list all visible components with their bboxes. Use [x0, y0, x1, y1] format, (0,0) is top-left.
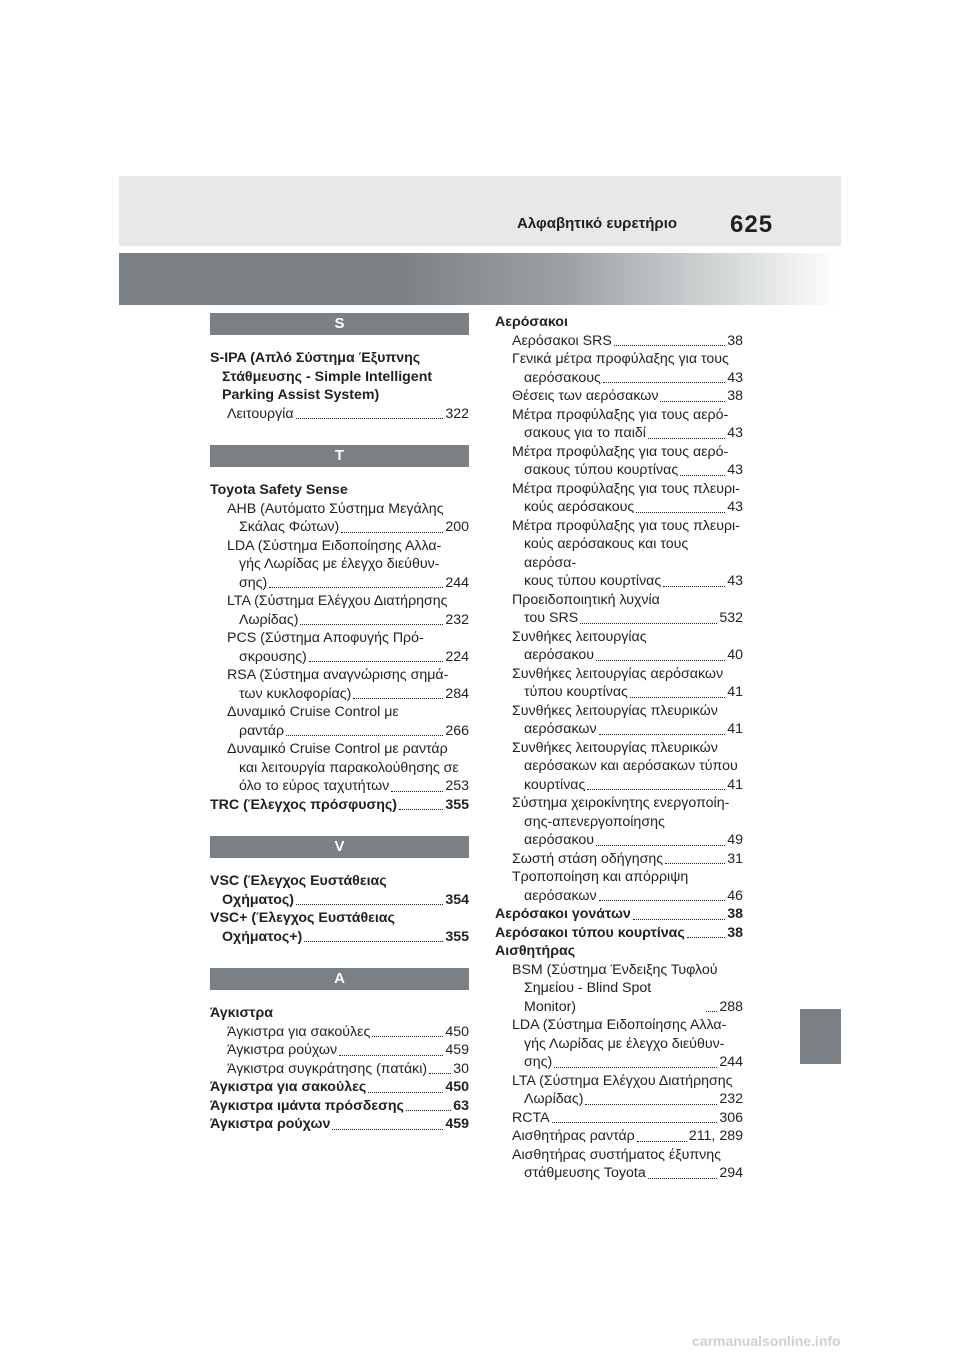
- index-entry: [210, 405, 469, 424]
- dot-leader: [630, 697, 725, 698]
- dot-leader: [599, 900, 726, 901]
- index-entry-text: RCTA: [512, 1109, 550, 1126]
- index-entry-text: Λωρίδας): [524, 1091, 584, 1107]
- index-entry-text: S-IPA (Απλό Σύστημα Έξυπνης: [210, 350, 421, 366]
- page-ref[interactable]: 224: [445, 648, 469, 665]
- index-entry-text: Άγκιστρα για σακούλες: [227, 1023, 371, 1040]
- index-entry: [495, 628, 743, 665]
- index-entry-text: Σωστή στάση οδήγησης: [512, 850, 664, 867]
- dot-leader: [554, 1067, 717, 1068]
- page-ref[interactable]: 532: [719, 610, 743, 626]
- dot-leader: [648, 438, 725, 439]
- index-entry: [210, 872, 469, 909]
- header-gradient-bar: [119, 253, 841, 305]
- index-entry: [210, 796, 469, 815]
- dot-leader: [429, 1073, 451, 1074]
- index-entry-text: Αισθητήρας συστήματος έξυπνης: [512, 1146, 721, 1163]
- index-entry-text: Συνθήκες λειτουργίας πλευρικών: [512, 702, 718, 719]
- index-entry: [210, 909, 469, 946]
- index-entry: [495, 868, 743, 905]
- page-ref[interactable]: 63: [453, 1097, 469, 1114]
- index-entry: [495, 517, 743, 591]
- letter-heading: Α: [210, 968, 469, 990]
- page-ref[interactable]: 266: [445, 722, 469, 739]
- index-entry-text: Λωρίδας): [239, 611, 299, 628]
- index-entry-text: BSM (Σύστημα Ένδειξης Τυφλού: [512, 961, 718, 978]
- index-entry-text: τύπου κουρτίνας: [524, 684, 628, 700]
- index-entry: [495, 350, 743, 387]
- index-entry-text: σης): [239, 574, 268, 591]
- index-entry-text: Σύστημα χειροκίνητης ενεργοποίη-: [512, 795, 730, 811]
- index-entry-text: κους τύπου κουρτίνας: [524, 573, 662, 589]
- index-entry-text: Άγκιστρα για σακούλες: [210, 1079, 367, 1095]
- page-ref[interactable]: 253: [445, 778, 469, 794]
- page-ref[interactable]: 41: [727, 776, 743, 793]
- index-entry-text: Άγκιστρα συγκράτησης (πατάκι): [227, 1060, 428, 1077]
- index-column-left: [210, 313, 469, 1134]
- dot-leader: [665, 863, 725, 864]
- index-entry-text: LDA (Σύστημα Ειδοποίησης Αλλα-: [512, 1017, 727, 1033]
- dot-leader: [663, 586, 725, 587]
- dot-leader: [296, 904, 443, 905]
- index-entry-text: Μέτρα προφύλαξης για τους πλευρι-: [512, 517, 740, 534]
- index-entry: [495, 702, 743, 739]
- page-ref[interactable]: 232: [719, 1091, 743, 1107]
- index-entry: [495, 942, 743, 961]
- index-entry-text: VSC (Έλεγχος Ευστάθειας: [210, 873, 387, 889]
- index-entry-text: Στάθμευσης - Simple Intelligent: [222, 368, 433, 385]
- index-entry-text: Τροποποίηση και απόρριψη: [512, 869, 689, 885]
- index-entry: [210, 1023, 469, 1042]
- page-ref[interactable]: 450: [445, 1079, 469, 1095]
- dot-leader: [286, 735, 443, 736]
- dot-leader: [587, 789, 725, 790]
- dot-leader: [406, 1110, 451, 1111]
- chapter-tab[interactable]: [800, 1009, 841, 1064]
- dot-leader: [633, 919, 725, 920]
- index-entry: [210, 629, 469, 666]
- index-entry-text: αερόσακου: [524, 647, 595, 663]
- index-entry-text: Συνθήκες λειτουργίας αερόσακων: [512, 665, 724, 682]
- dot-leader: [391, 791, 443, 792]
- index-entry-text: κουρτίνας: [524, 776, 586, 793]
- index-entry: [495, 924, 743, 943]
- page-ref[interactable]: 49: [727, 832, 743, 848]
- index-entry-text: AHB (Αυτόματο Σύστημα Μεγάλης: [227, 500, 444, 517]
- index-entry-text: Σημείου - Blind Spot Monitor): [524, 980, 652, 1015]
- dot-leader: [636, 512, 725, 513]
- index-entry-text: Αισθητήρας ραντάρ: [512, 1128, 635, 1144]
- page-ref[interactable]: 450: [445, 1023, 469, 1040]
- page-ref[interactable]: 43: [727, 462, 743, 478]
- dot-leader: [599, 734, 726, 735]
- page-ref[interactable]: 244: [445, 574, 469, 591]
- watermark: carmanualsonline.info: [692, 1333, 841, 1349]
- index-entry-text: του SRS: [524, 610, 579, 626]
- index-entry: [210, 1041, 469, 1060]
- dot-leader: [269, 587, 443, 588]
- page-ref[interactable]: 232: [445, 611, 469, 628]
- index-entry-text: σακους τύπου κουρτίνας: [524, 462, 679, 478]
- index-entry-text: σης-απενεργοποίησης: [524, 813, 665, 830]
- index-entry: [495, 443, 743, 480]
- index-entry-text: γής Λωρίδας με έλεγχο διεύθυν-: [239, 556, 440, 572]
- index-entry-text: Αερόσακοι τύπου κουρτίνας: [495, 924, 685, 941]
- index-entry-text: Parking Assist System): [222, 387, 380, 403]
- page-ref[interactable]: 41: [727, 684, 743, 700]
- dot-leader: [637, 1141, 687, 1142]
- index-entry-text: RSA (Σύστημα αναγνώρισης σημά-: [227, 667, 449, 683]
- page-ref[interactable]: 38: [727, 332, 743, 349]
- dot-leader: [596, 845, 725, 846]
- index-entry-text: στάθμευσης Toyota: [524, 1165, 646, 1181]
- index-entry-text: Θέσεις των αερόσακων: [512, 388, 659, 404]
- index-entry-text: Αισθητήρας: [495, 943, 576, 959]
- index-entry-text: αερόσακων: [524, 721, 597, 737]
- index-entry-text: LTA (Σύστημα Ελέγχου Διατήρησης: [512, 1072, 733, 1089]
- index-column-right: [495, 313, 743, 1183]
- page-ref[interactable]: 459: [445, 1116, 469, 1132]
- dot-leader: [332, 1129, 443, 1130]
- letter-heading: V: [210, 836, 469, 858]
- index-entry-text: Συνθήκες λειτουργίας πλευρικών: [512, 739, 718, 756]
- index-entry-text: Συνθήκες λειτουργίας: [512, 628, 647, 645]
- page-ref[interactable]: 306: [719, 1109, 743, 1126]
- page-ref[interactable]: 46: [727, 887, 743, 904]
- index-entry-text: Οχήματος+): [222, 928, 303, 945]
- dot-leader: [585, 1104, 717, 1105]
- page-number: 625: [730, 211, 774, 238]
- dot-leader: [296, 418, 444, 419]
- page-ref[interactable]: 355: [445, 796, 469, 813]
- index-entry-text: Μέτρα προφύλαξης για τους αερό-: [512, 443, 729, 460]
- index-entry: [495, 406, 743, 443]
- index-entry-text: ραντάρ: [239, 722, 285, 739]
- index-entry-text: LTA (Σύστημα Ελέγχου Διατήρησης: [227, 593, 448, 609]
- dot-leader: [372, 1036, 443, 1037]
- index-entry-text: Αερόσακοι γονάτων: [495, 906, 631, 922]
- page-ref[interactable]: 211, 289: [688, 1128, 743, 1144]
- index-entry-text: Σκάλας Φώτων): [239, 519, 340, 535]
- index-entry-text: Toyota Safety Sense: [210, 482, 348, 498]
- page-ref[interactable]: 43: [727, 573, 743, 589]
- page-ref[interactable]: 43: [727, 499, 743, 515]
- index-entry: [210, 592, 469, 629]
- index-entry: [495, 850, 743, 869]
- index-entry-text: Γενικά μέτρα προφύλαξης για τους: [512, 351, 729, 367]
- index-entry: [495, 332, 743, 351]
- index-entry: [495, 591, 743, 628]
- index-entry: [495, 665, 743, 702]
- index-entry: [495, 961, 743, 1017]
- index-entry-text: Οχήματος): [222, 891, 294, 908]
- dot-leader: [603, 382, 725, 383]
- index-entry-text: Αερόσακοι: [495, 314, 568, 330]
- index-entry: [495, 1127, 743, 1146]
- index-entry-text: αερόσακων: [524, 887, 597, 904]
- index-entry-text: αερόσακους: [524, 369, 601, 386]
- dot-leader: [399, 809, 443, 810]
- letter-heading: S: [210, 313, 469, 335]
- index-entry-text: Λειτουργία: [227, 405, 294, 422]
- index-entry: [495, 1072, 743, 1109]
- index-entry: [210, 740, 469, 796]
- dot-leader: [680, 475, 725, 476]
- page-ref[interactable]: 31: [727, 850, 743, 867]
- page-ref[interactable]: 294: [719, 1165, 743, 1181]
- dot-leader: [660, 401, 725, 402]
- index-entry: [210, 1078, 469, 1097]
- index-entry-text: Μέτρα προφύλαξης για τους αερό-: [512, 406, 729, 423]
- index-entry-text: αερόσακων και αερόσακων τύπου: [524, 758, 738, 774]
- index-entry: [210, 666, 469, 703]
- section-title: Αλφαβητικό ευρετήριο: [517, 215, 678, 232]
- index-entry: [210, 1115, 469, 1134]
- page-ref[interactable]: 284: [445, 685, 469, 702]
- page-ref[interactable]: 244: [719, 1054, 743, 1070]
- page-ref[interactable]: 30: [453, 1060, 469, 1077]
- page-ref[interactable]: 355: [445, 928, 469, 945]
- dot-leader: [339, 1055, 443, 1056]
- index-entry-text: Άγκιστρα ρούχων: [227, 1042, 338, 1058]
- page-ref[interactable]: 38: [727, 388, 743, 404]
- index-entry: [495, 739, 743, 795]
- index-entry-text: αερόσακου: [524, 832, 595, 848]
- index-entry-text: Άγκιστρα ρούχων: [210, 1116, 331, 1132]
- page-ref[interactable]: 43: [727, 369, 743, 386]
- index-entry: [495, 387, 743, 406]
- dot-leader: [304, 941, 443, 942]
- dot-leader: [614, 345, 725, 346]
- dot-leader: [341, 532, 443, 533]
- index-entry-text: Αερόσακοι SRS: [512, 332, 612, 349]
- index-entry-text: σης): [524, 1054, 553, 1070]
- page-ref[interactable]: 322: [445, 405, 469, 422]
- index-entry-text: Δυναμικό Cruise Control με: [227, 704, 399, 720]
- dot-leader: [687, 937, 725, 938]
- dot-leader: [706, 1011, 718, 1012]
- page-ref[interactable]: 459: [445, 1042, 469, 1058]
- index-entry: [210, 349, 469, 405]
- index-entry: [495, 313, 743, 332]
- index-entry: [210, 500, 469, 537]
- index-entry-text: και λειτουργία παρακολούθησης σε: [239, 759, 459, 776]
- index-entry-text: Άγκιστρα: [210, 1005, 273, 1021]
- index-entry: [210, 1060, 469, 1079]
- dot-leader: [300, 624, 443, 625]
- index-entry-text: Άγκιστρα ιμάντα πρόσδεσης: [210, 1097, 404, 1114]
- index-entry-text: γής Λωρίδας με έλεγχο διεύθυν-: [524, 1035, 725, 1052]
- dot-leader: [353, 698, 443, 699]
- page-ref[interactable]: 288: [719, 998, 743, 1015]
- index-entry: [495, 905, 743, 924]
- index-entry: [210, 537, 469, 593]
- page-ref[interactable]: 43: [727, 425, 743, 441]
- index-entry-text: VSC+ (Έλεγχος Ευστάθειας: [210, 910, 395, 926]
- index-entry-text: όλο το εύρος ταχυτήτων: [239, 778, 390, 794]
- dot-leader: [309, 661, 444, 662]
- index-entry-text: κούς αερόσακους και τους αερόσα-: [524, 536, 689, 571]
- index-entry-text: σκρουσης): [239, 648, 307, 665]
- page-ref[interactable]: 41: [727, 721, 743, 737]
- page-ref[interactable]: 38: [727, 906, 743, 922]
- index-entry-text: κούς αερόσακους: [524, 499, 635, 515]
- index-entry: [210, 1004, 469, 1023]
- dot-leader: [552, 1122, 718, 1123]
- index-entry: [495, 480, 743, 517]
- index-entry-text: σακους για το παιδί: [524, 425, 646, 441]
- index-entry-text: των κυκλοφορίας): [239, 685, 352, 702]
- index-entry-text: TRC (Έλεγχος πρόσφυσης): [210, 796, 397, 813]
- index-entry: [495, 1016, 743, 1072]
- letter-heading: T: [210, 445, 469, 467]
- index-entry-text: Προειδοποιητική λυχνία: [512, 591, 660, 608]
- index-entry: [210, 1097, 469, 1116]
- index-entry: [495, 794, 743, 850]
- index-entry: [210, 481, 469, 500]
- index-entry-text: Μέτρα προφύλαξης για τους πλευρι-: [512, 480, 740, 497]
- index-entry-text: Δυναμικό Cruise Control με ραντάρ: [227, 741, 448, 757]
- dot-leader: [368, 1092, 443, 1093]
- page-ref[interactable]: 38: [727, 924, 743, 941]
- page-ref[interactable]: 354: [445, 891, 469, 908]
- dot-leader: [596, 660, 725, 661]
- dot-leader: [580, 623, 717, 624]
- index-entry: [495, 1109, 743, 1128]
- index-entry: [495, 1146, 743, 1183]
- index-entry-text: PCS (Σύστημα Αποφυγής Πρό-: [227, 630, 424, 646]
- index-entry: [210, 703, 469, 740]
- dot-leader: [648, 1178, 718, 1179]
- index-entry-text: LDA (Σύστημα Ειδοποίησης Αλλα-: [227, 537, 442, 554]
- page-ref[interactable]: 40: [727, 647, 743, 663]
- page-ref[interactable]: 200: [445, 519, 469, 535]
